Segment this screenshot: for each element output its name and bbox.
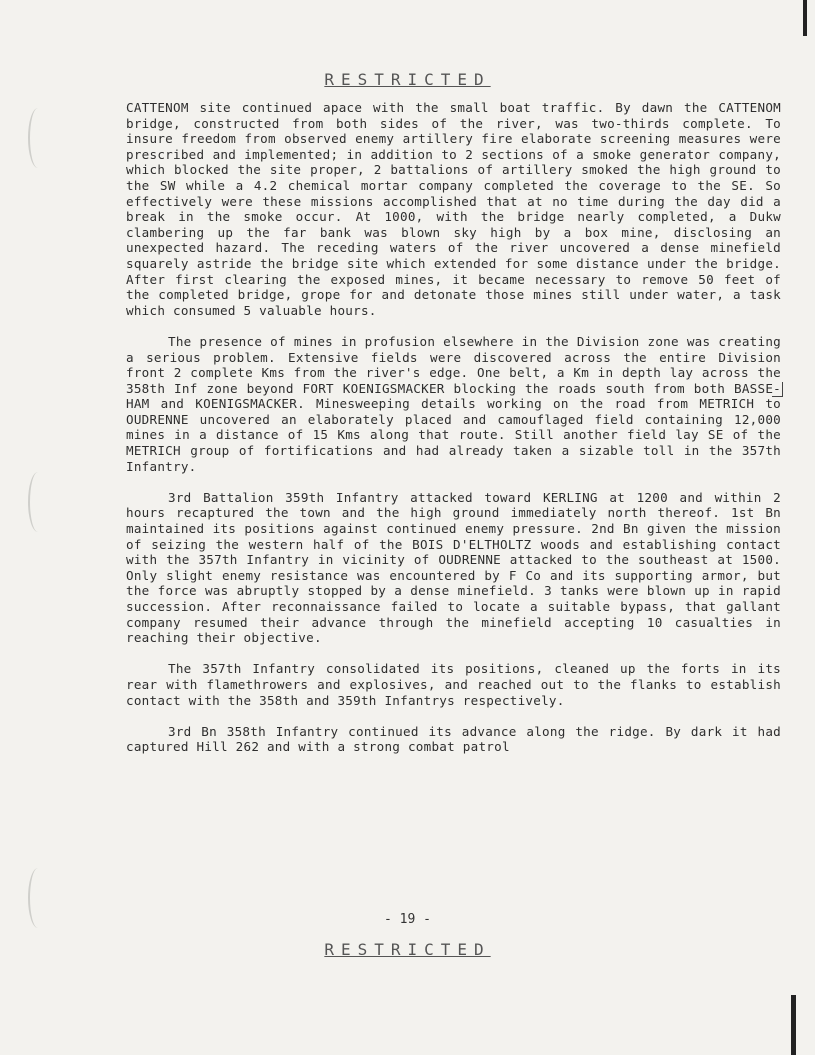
margin-bracket-mark bbox=[772, 382, 783, 397]
page-number: - 19 - bbox=[384, 912, 431, 927]
paragraph: The presence of mines in profusion elsewhere in the Division zone was creating a serious problem. Extensive fields were discovered across the entire Division front 2 complete Kms from the river's edge. One belt, a Km in depth lay across the 358th Inf zone beyond FORT KOENIGSMACKER blocking the roads south from both BASSE-HAM and KOENIGSMACKER. Minesweeping details working on the road from METRICH to OUDRENNE uncovered an elaborately placed and camouflaged field containing 12,000 mines in a distance of 15 Kms along that route. Still another field lay SE of the METRICH group of fortifications and had already taken a sizable toll in the 357th Infantry. bbox=[126, 333, 781, 474]
scan-edge-mark bbox=[803, 0, 807, 36]
classification-footer-text: RESTRICTED bbox=[324, 940, 491, 959]
scan-edge-mark bbox=[791, 995, 796, 1055]
classification-header bbox=[0, 70, 815, 89]
classification-footer bbox=[0, 940, 815, 959]
paragraph: The 357th Infantry consolidated its positions, cleaned up the forts in its rear with flamethrowers and explosives, and reached out to the flanks to establish contact with the 358th and 359th Infantrys respectively. bbox=[126, 661, 781, 708]
paragraph: 3rd Battalion 359th Infantry attacked toward KERLING at 1200 and within 2 hours recaptured the town and the high ground immediately north thereof. 1st Bn maintained its positions against continued enemy pressure. 2nd Bn given the mission of seizing the western half of the BOIS D'ELTHOLTZ woods and establishing contact with the 357th Infantry in vicinity of OUDRENNE attacked to the southeast at 1500. Only slight enemy resistance was encountered by F Co and its supporting armor, but the force was abruptly stopped by a dense minefield. 3 tanks were blown up in rapid succession. After reconnaissance failed to locate a suitable bypass, that gallant company resumed their advance through the minefield accepting 10 casualties in reaching their objective. bbox=[126, 489, 781, 646]
paragraph: CATTENOM site continued apace with the small boat traffic. By dawn the CATTENOM bridge, constructed from both sides of the river, was two-thirds complete. To insure freedom from observed enemy artillery fire elaborate screening measures were prescribed and implemented; in addition to 2 sections of a smoke generator company, which blocked the site proper, 2 battalions of artillery smoked the high ground to the SW while a 4.2 chemical mortar company completed the coverage to the SE. So effectively were these missions accomplished that at no time during the day did a break in the smoke occur. At 1000, with the bridge nearly completed, a Dukw clambering up the far bank was blown sky high by a box mine, disclosing an unexpected hazard. The receding waters of the river uncovered a dense minefield squarely astride the bridge site which extended for some distance under the bridge. After first clearing the exposed mines, it became necessary to remove 50 feet of the completed bridge, grope for and detonate those mines still under water, a task which consumed 5 valuable hours. bbox=[126, 100, 781, 318]
punch-hole-mark bbox=[28, 472, 48, 532]
paragraph: 3rd Bn 358th Infantry continued its advance along the ridge. By dark it had captured Hill 262 and with a strong combat patrol bbox=[126, 723, 781, 755]
classification-header-text: RESTRICTED bbox=[324, 70, 491, 89]
document-body bbox=[126, 100, 781, 771]
punch-hole-mark bbox=[28, 108, 48, 168]
